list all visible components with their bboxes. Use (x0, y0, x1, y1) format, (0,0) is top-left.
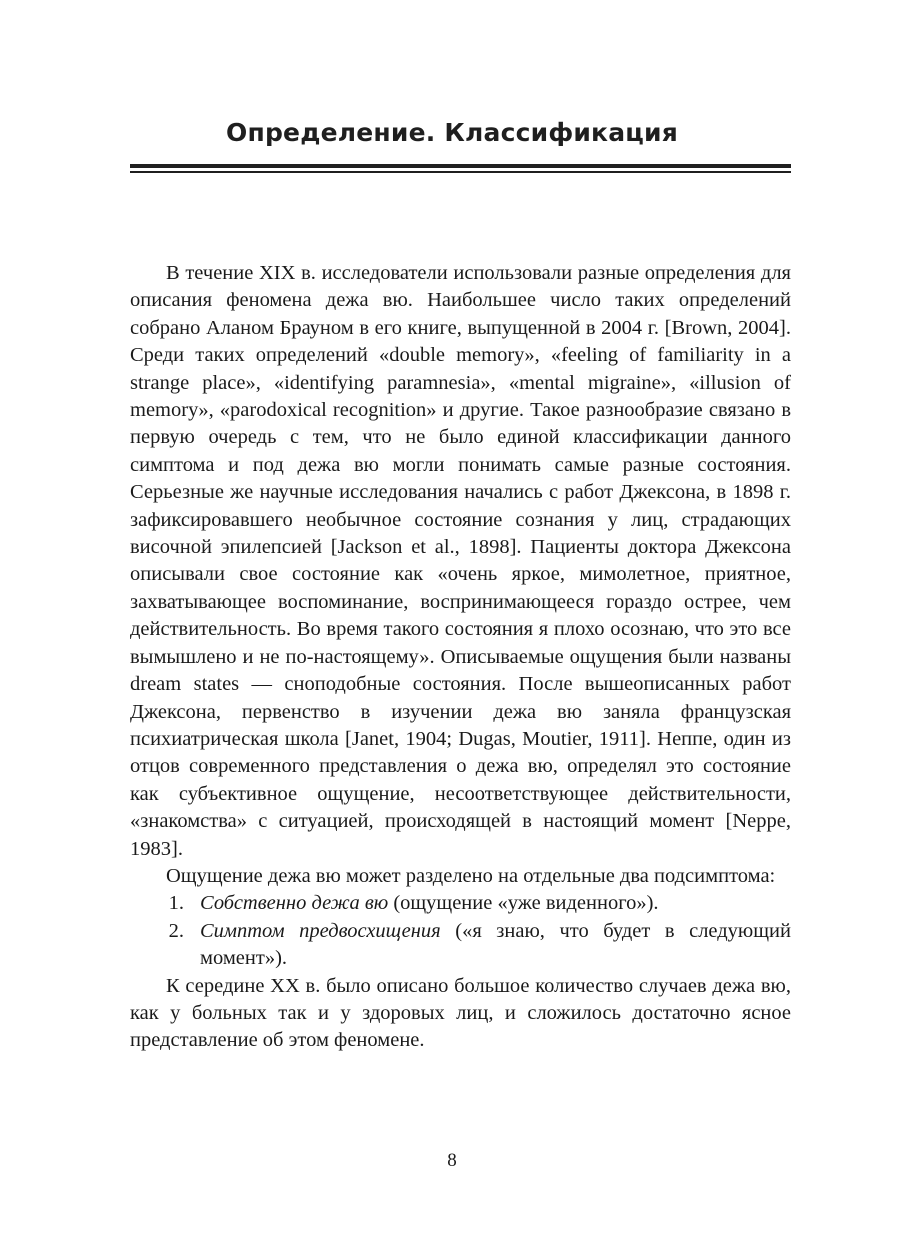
list-item (130, 918, 791, 973)
list-item-term: Симптом предвосхищения (200, 919, 441, 942)
list-item-body (200, 918, 791, 973)
title-rule-thick (130, 164, 791, 168)
list-item-number: 1. (168, 892, 184, 915)
paragraph-intro: В течение XIX в. исследователи использовали разные определения для описания феномена дежа вю. Наибольшее число таких определений собрано Аланом Брауном в его книге, выпущенной в 2004 г. [Brown, 2004]. Среди таких определений «double memory», «feeling of familiarity in a strange place», «identifying paramnesia», «mental migraine», «illusion of memory», «parodoxical recognition» и другие. Такое разнообразие связано в первую очередь с тем, что не было единой классификации данного симптома и под дежа вю могли понимать самые разные состояния. Серьезные же научные исследования начались с работ Джексона, в 1898 г. зафиксировавшего необычное состояние сознания у лиц, страдающих височной эпилепсией [Jackson et al., 1898]. Пациенты доктора Джексона описывали свое состояние как «очень яркое, мимолетное, приятное, захватывающее воспоминание, воспринимающееся гораздо острее, чем действительность. Во время такого состояния я плохо осознаю, что это все вымышлено и не по-настоящему». Описываемые ощущения были названы dream states — сноподобные состояния. После вышеописанных работ Джексона, первенство в изучении дежа вю заняла французская психиатрическая школа [Janet, 1904; Dugas, Moutier, 1911]. Неппе, один из отцов современного представления о дежа вю, определял это состояние как субъективное ощущение, несоответствующее действительности, «знакомства» с ситуацией, происходящей в настоящий момент [Neppe, 1983]. (130, 262, 791, 860)
chapter-title: Определение. Классификация (226, 118, 678, 147)
list-item-term: Собственно дежа вю (200, 892, 389, 915)
list-item-description: (ощущение «уже виденного»). (388, 892, 659, 915)
list-item-description: («я знаю, что будет в следующий момент»). (200, 919, 791, 970)
title-rule-thin (130, 171, 791, 173)
list-item-number: 2. (168, 919, 184, 942)
list-item-body (200, 890, 791, 917)
paragraph-conclusion: К середине XX в. было описано большое количество случаев дежа вю, как у больных так и у здоровых лиц, и сложилось достаточно ясное представление об этом феномене. (130, 974, 791, 1052)
body-text (130, 260, 791, 1055)
subsymptom-list (130, 890, 791, 972)
page-number: 8 (447, 1150, 457, 1171)
list-item (130, 890, 791, 917)
paragraph-subsymptoms: Ощущение дежа вю может разделено на отдельные два подсимптома: (166, 864, 776, 887)
